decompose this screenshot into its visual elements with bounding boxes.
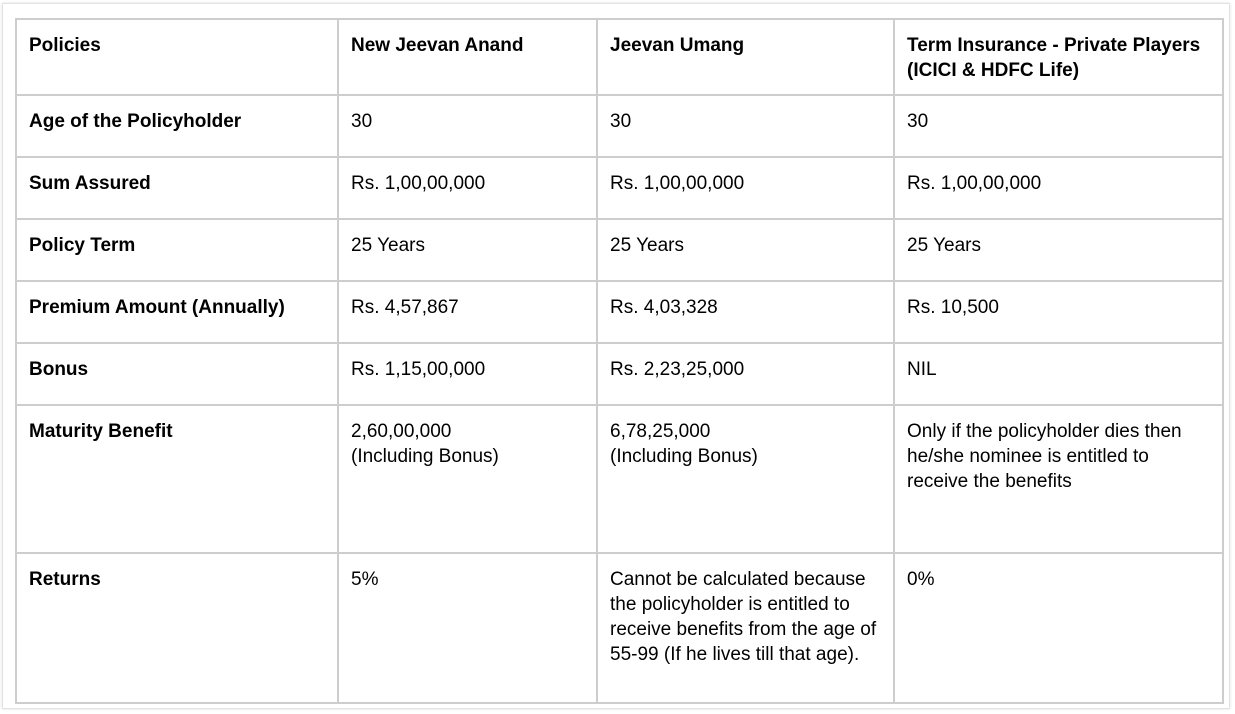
row-label-premium-amount: Premium Amount (Annually): [16, 281, 338, 343]
table-cell: 25 Years: [338, 219, 597, 281]
policy-comparison-table: [15, 18, 1224, 704]
row-label-maturity-benefit: Maturity Benefit: [16, 405, 338, 553]
table-cell: Rs. 1,00,00,000: [894, 157, 1223, 219]
table-row: [16, 405, 1223, 553]
table-row: [16, 553, 1223, 703]
table-row: [16, 343, 1223, 405]
row-label-policy-term: Policy Term: [16, 219, 338, 281]
row-label-sum-assured: Sum Assured: [16, 157, 338, 219]
table-cell: Rs. 1,15,00,000: [338, 343, 597, 405]
table-cell: Rs. 1,00,00,000: [597, 157, 894, 219]
header-cell-policies: Policies: [16, 19, 338, 95]
table-row: [16, 219, 1223, 281]
table-cell: 6,78,25,000 (Including Bonus): [597, 405, 894, 553]
table-frame: [2, 3, 1230, 709]
table-row: [16, 157, 1223, 219]
row-label-returns: Returns: [16, 553, 338, 703]
table-cell: Rs. 1,00,00,000: [338, 157, 597, 219]
table-cell: 30: [894, 95, 1223, 157]
table-cell: Cannot be calculated because the policyholder is entitled to receive benefits from the age of 55-99 (If he lives till that age).: [597, 553, 894, 703]
table-cell: Rs. 10,500: [894, 281, 1223, 343]
table-cell: 30: [597, 95, 894, 157]
table-cell: 25 Years: [894, 219, 1223, 281]
table-cell: Rs. 4,57,867: [338, 281, 597, 343]
table-header-row: [16, 19, 1223, 95]
table-cell: Only if the policyholder dies then he/she nominee is entitled to receive the benefits: [894, 405, 1223, 553]
table-cell: 25 Years: [597, 219, 894, 281]
table-cell: 2,60,00,000 (Including Bonus): [338, 405, 597, 553]
table-row: [16, 95, 1223, 157]
header-cell-term-insurance: Term Insurance - Private Players (ICICI & HDFC Life): [894, 19, 1223, 95]
table-cell: Rs. 2,23,25,000: [597, 343, 894, 405]
table-cell: 5%: [338, 553, 597, 703]
row-label-bonus: Bonus: [16, 343, 338, 405]
header-cell-new-jeevan-anand: New Jeevan Anand: [338, 19, 597, 95]
table-cell: Rs. 4,03,328: [597, 281, 894, 343]
table-cell: 0%: [894, 553, 1223, 703]
table-cell: NIL: [894, 343, 1223, 405]
table-cell: 30: [338, 95, 597, 157]
table-row: [16, 281, 1223, 343]
row-label-age: Age of the Policyholder: [16, 95, 338, 157]
header-cell-jeevan-umang: Jeevan Umang: [597, 19, 894, 95]
